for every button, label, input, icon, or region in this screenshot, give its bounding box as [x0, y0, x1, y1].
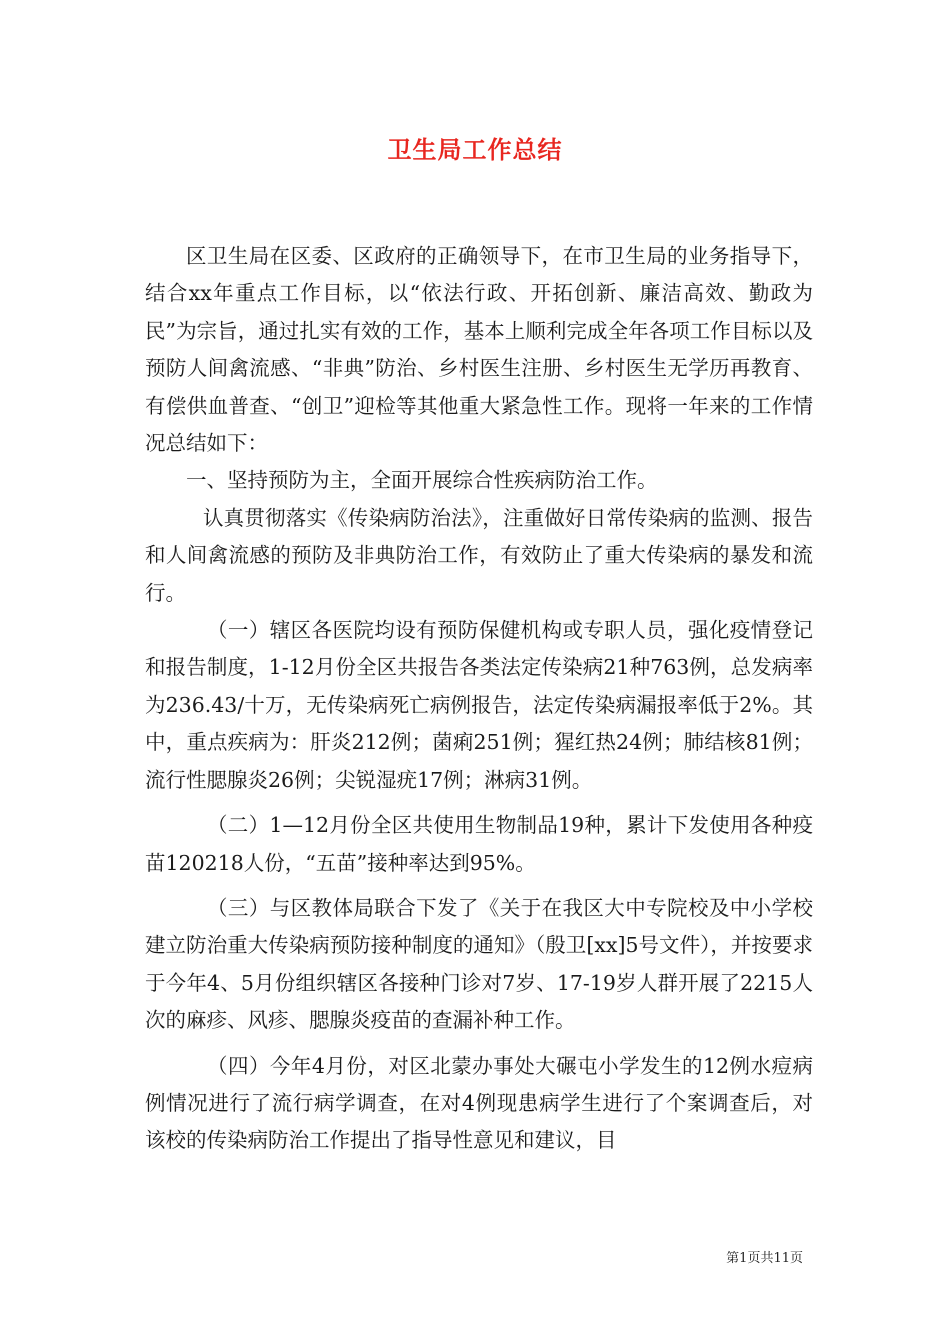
- paragraph-item-3: （三）与区教体局联合下发了《关于在我区大中专院校及中小学校建立防治重大传染病预防接种制度的通知》（殷卫[xx]5号文件），并按要求于今年4、5月份组织辖区各接种门诊对7岁、17-19岁人群开展了2215人次的麻疹、风疹、腮腺炎疫苗的查漏补种工作。: [145, 895, 813, 1033]
- page-number-footer: 第1页共11页: [726, 1251, 803, 1266]
- document-title: 卫生局工作总结: [387, 136, 563, 164]
- section-heading-1: 一、坚持预防为主，全面开展综合性疾病防治工作。: [186, 468, 658, 493]
- paragraph-item-2: （二）1—12月份全区共使用生物制品19种，累计下发使用各种疫苗120218人份，“五苗”接种率达到95%。: [145, 813, 813, 875]
- paragraph-intro: 区卫生局在区委、区政府的正确领导下，在市卫生局的业务指导下，结合xx年重点工作目标，以“依法行政、开拓创新、廉洁高效、勤政为民”为宗旨，通过扎实有效的工作，基本上顺利完成全年各项工作目标以及预防人间禽流感、“非典”防治、乡村医生注册、乡村医生无学历再教育、有偿供血普查、“创卫”迎检等其他重大紧急性工作。现将一年来的工作情况总结如下：: [145, 244, 813, 456]
- paragraph-item-1: （一）辖区各医院均设有预防保健机构或专职人员，强化疫情登记和报告制度，1-12月份全区共报告各类法定传染病21种763例，总发病率为236.43/十万，无传染病死亡病例报告，法定传染病漏报率低于2%。其中，重点疾病为：肝炎212例；菌痢251例；猩红热24例；肺结核81例；流行性腮腺炎26例；尖锐湿疣17例；淋病31例。: [145, 618, 813, 792]
- paragraph-section-1: 认真贯彻落实《传染病防治法》，注重做好日常传染病的监测、报告和人间禽流感的预防及非典防治工作，有效防止了重大传染病的暴发和流行。: [145, 505, 813, 605]
- document-body: [145, 238, 813, 1160]
- paragraph-item-4: （四）今年4月份，对区北蒙办事处大碾屯小学发生的12例水痘病例情况进行了流行病学调查，在对4例现患病学生进行了个案调查后，对该校的传染病防治工作提出了指导性意见和建议，目: [145, 1053, 813, 1153]
